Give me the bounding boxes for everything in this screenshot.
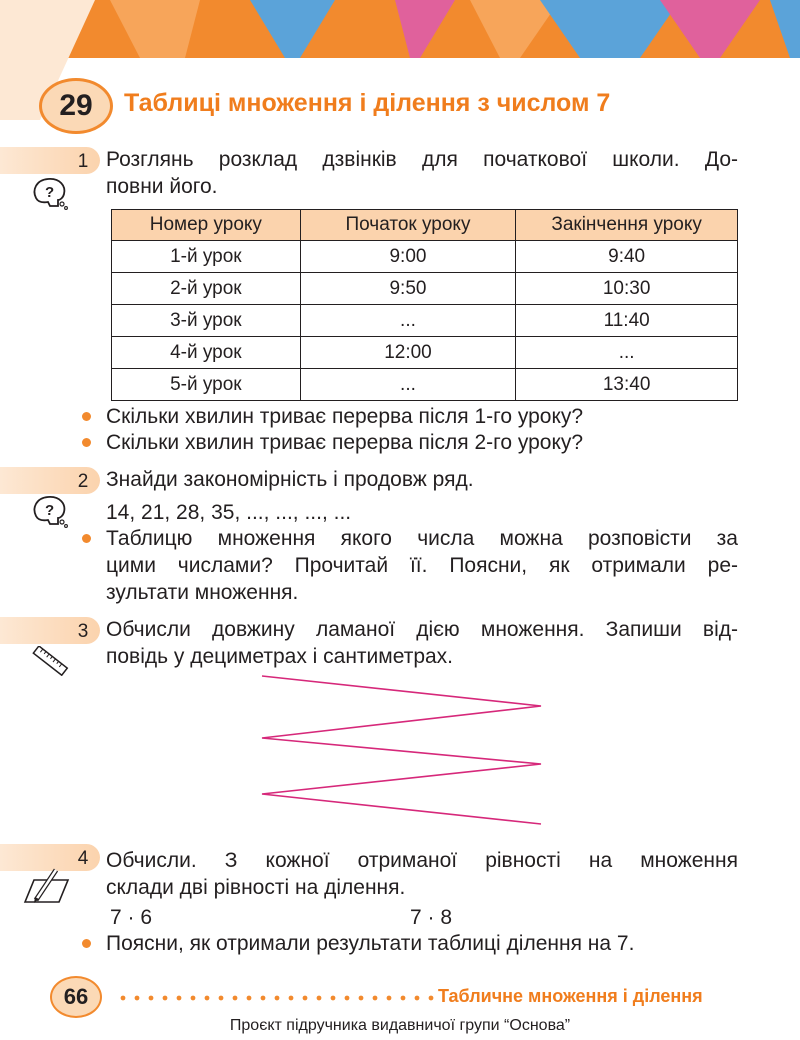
bullet-marker	[82, 534, 91, 543]
table-header-row	[112, 210, 738, 241]
publisher-note: Проєкт підручника видавничої групи “Основа”	[229, 1017, 571, 1034]
task-3-number: 3	[77, 621, 89, 642]
table-cell: 1-й урок	[112, 241, 301, 273]
dotted-leader	[120, 993, 436, 1003]
table-cell: 10:30	[516, 273, 738, 305]
table-cell: 9:50	[300, 273, 516, 305]
task-3-text-line-2: повідь у дециметрах і сантиметрах.	[106, 645, 454, 668]
footer-section-title: Табличне множення і ділення	[438, 986, 703, 1006]
task-3-text-line-1: Обчисли довжину ламаної дією множення. Запиши від-	[106, 618, 738, 641]
question-head-icon	[30, 494, 72, 530]
ruler-icon	[30, 646, 70, 676]
task-1-text-line-1: Розглянь розклад дзвінків для початкової школи. До-	[106, 148, 738, 171]
table-cell: 13:40	[516, 369, 738, 401]
task-4-text-line-2: склади дві рівності на ділення.	[106, 876, 406, 899]
table-cell: 11:40	[516, 305, 738, 337]
page-number: 66	[63, 984, 89, 1009]
page-number-badge	[50, 976, 102, 1018]
expression-2: 7 · 8	[410, 906, 453, 929]
task-2-question-line-1: Таблицю множення якого числа можна розповісти за	[106, 527, 738, 550]
task-1-text-line-2: повни його.	[106, 175, 218, 198]
bullet-marker	[82, 438, 91, 447]
task-1-question-2: Скільки хвилин триває перерва після 2-го уроку?	[106, 431, 584, 454]
table-cell: 3-й урок	[112, 305, 301, 337]
table-row	[112, 241, 738, 273]
table-row	[112, 337, 738, 369]
task-4-question: Поясни, як отримали результати таблиці ділення на 7.	[106, 932, 635, 955]
table-header-cell: Номер уроку	[112, 210, 301, 241]
table-row	[112, 305, 738, 337]
task-4-text-line-1: Обчисли. З кожної отриманої рівності на множення	[106, 849, 738, 872]
table-cell: 12:00	[300, 337, 516, 369]
expression-1: 7 · 6	[110, 906, 153, 929]
table-cell: ...	[516, 337, 738, 369]
table-cell: 9:00	[300, 241, 516, 273]
table-header-cell: Початок уроку	[300, 210, 516, 241]
svg-text:?: ?	[45, 502, 55, 519]
table-row	[112, 369, 738, 401]
task-2-text: Знайди закономірність і продовж ряд.	[106, 468, 474, 491]
question-head-icon	[30, 176, 72, 212]
task-2-number: 2	[77, 471, 89, 492]
table-cell: ...	[300, 369, 516, 401]
lesson-number: 29	[59, 89, 93, 122]
pencil-notebook-icon	[22, 866, 72, 906]
task-2-question-line-2: цими числами? Прочитай її. Поясни, як отримали ре-	[106, 554, 738, 577]
table-cell: 4-й урок	[112, 337, 301, 369]
bullet-marker	[82, 939, 91, 948]
table-row	[112, 273, 738, 305]
lesson-number-badge	[39, 78, 113, 134]
bullet-marker	[82, 412, 91, 421]
table-header-cell: Закінчення уроку	[516, 210, 738, 241]
task-2-question-line-3: зультати множення.	[106, 581, 299, 604]
table-cell: 2-й урок	[112, 273, 301, 305]
svg-text:?: ?	[45, 184, 55, 201]
task-1-question-1: Скільки хвилин триває перерва після 1-го уроку?	[106, 405, 584, 428]
lesson-title: Таблиці множення і ділення з числом 7	[124, 89, 611, 117]
top-banner	[0, 0, 800, 58]
bell-schedule-table	[111, 209, 738, 401]
table-cell: ...	[300, 305, 516, 337]
table-cell: 5-й урок	[112, 369, 301, 401]
task-4-number: 4	[77, 848, 89, 869]
broken-line-figure	[258, 672, 548, 832]
number-sequence: 14, 21, 28, 35, ..., ..., ..., ...	[106, 501, 352, 524]
task-1-number: 1	[77, 151, 89, 172]
table-cell: 9:40	[516, 241, 738, 273]
